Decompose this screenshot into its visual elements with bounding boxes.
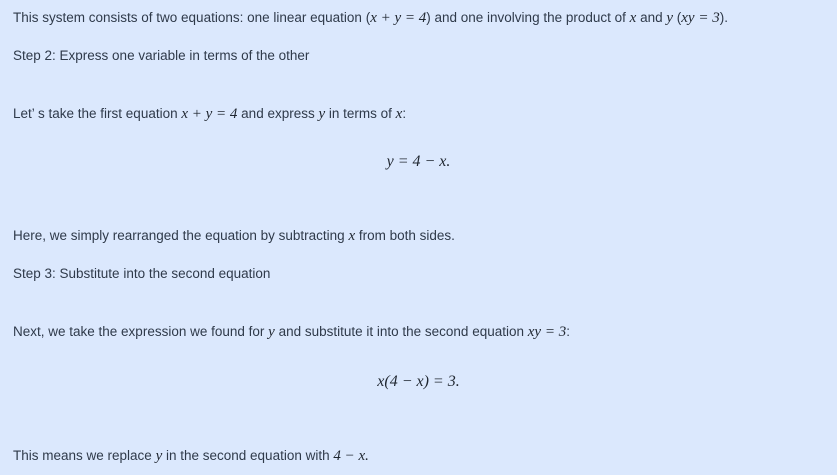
step3-explain-var-y: y — [155, 448, 163, 464]
step2-explain-var-x: x — [348, 228, 356, 244]
step3-display-equation: x(4 − x) = 3. — [377, 373, 460, 390]
step3-text-3: : — [566, 324, 570, 339]
step2-var-y: y — [318, 106, 326, 122]
step3-explain-text-2: in the second equation with — [162, 448, 334, 463]
step2-text-3: in terms of — [325, 106, 396, 121]
step3-text-2: and substitute it into the second equation — [274, 324, 528, 339]
step2-text-2: and express — [237, 106, 319, 121]
intro-var-y: y — [666, 10, 674, 26]
step2-explain-text-1: Here, we simply rearranged the equation by subtracting — [13, 228, 349, 243]
step3-var-y: y — [268, 324, 275, 340]
intro-text-4: ( — [673, 10, 682, 25]
step2-equation: x + y = 4 — [181, 106, 238, 122]
step3-explanation — [13, 447, 369, 465]
step2-explanation — [13, 227, 455, 245]
step2-explain-text-2: from both sides. — [355, 228, 455, 243]
intro-equation-product: xy = 3 — [681, 10, 720, 26]
step2-display-equation: y = 4 − x. — [386, 153, 451, 170]
step3-equation: xy = 3 — [527, 324, 567, 340]
intro-text-1: This system consists of two equations: one linear equation ( — [13, 10, 371, 25]
step2-heading: Step 2: Express one variable in terms of the other — [13, 48, 310, 63]
step3-explain-expression: 4 − x. — [333, 448, 369, 464]
intro-text-3: and — [636, 10, 667, 25]
step2-text-4: : — [402, 106, 407, 121]
intro-equation-linear: x + y = 4 — [370, 10, 427, 26]
step2-var-x: x — [395, 106, 403, 122]
intro-var-x: x — [629, 10, 637, 26]
step3-heading: Step 3: Substitute into the second equation — [13, 266, 271, 281]
step2-paragraph — [13, 105, 406, 123]
step3-paragraph — [13, 323, 570, 341]
intro-text-5: ). — [719, 10, 728, 25]
step3-explain-text-1: This means we replace — [13, 448, 156, 463]
intro-paragraph — [13, 9, 728, 27]
step2-text-1: Let’ s take the first equation — [13, 106, 182, 121]
step3-text-1: Next, we take the expression we found for — [13, 324, 269, 339]
intro-text-2: ) and one involving the product of — [426, 10, 630, 25]
